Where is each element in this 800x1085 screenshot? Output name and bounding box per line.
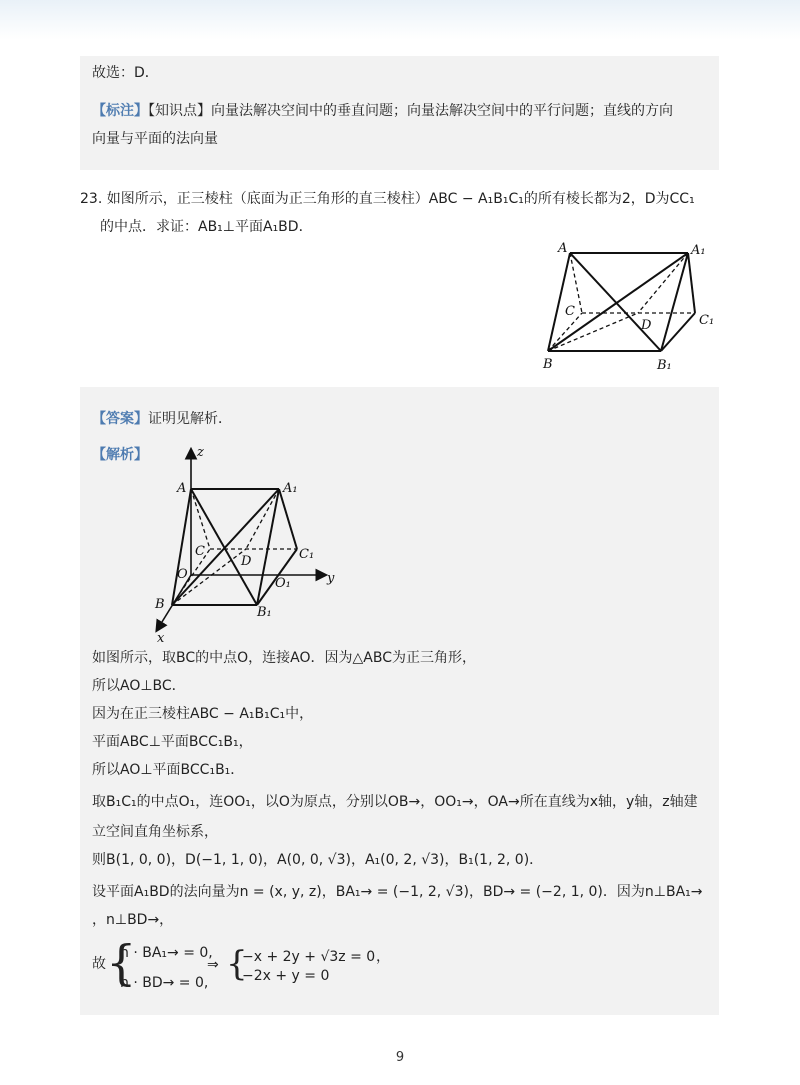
label-B1: B₁ (257, 605, 272, 620)
solution-line-7: 立空间直角坐标系， (92, 824, 218, 840)
answer-tag: 【答案】 (92, 411, 148, 427)
answer-row (92, 410, 232, 428)
solution-line-3: 因为在正三棱柱ABC − A₁B₁C₁中， (92, 706, 314, 722)
note-line-1: 【知识点】向量法解决空间中的垂直问题；向量法解决空间中的平行问题；直线的方向 (148, 103, 673, 119)
system-left-1: n · BA₁→ = 0, (120, 945, 213, 961)
label-C: C (565, 304, 575, 319)
label-B: B (155, 597, 165, 612)
label-A1: A₁ (283, 481, 298, 496)
solution-line-4: 平面ABC⊥平面BCC₁B₁， (92, 734, 253, 750)
axis-z-label: z (197, 445, 204, 460)
system-right-1: −x + 2y + √3z = 0 (242, 949, 376, 965)
label-B: B (543, 357, 553, 372)
solution-line-6: 取B₁C₁的中点O₁，连OO₁，以O为原点，分别以OB→，OO₁→，OA→所在直线为x轴，y轴，z轴建 (92, 794, 698, 810)
label-O: O (177, 567, 188, 582)
label-B1: B₁ (657, 358, 672, 373)
label-A1: A₁ (691, 243, 706, 258)
system-prefix: 故 (92, 956, 106, 972)
right-brace: { (226, 944, 248, 984)
solution-line-5: 所以AO⊥平面BCC₁B₁． (92, 762, 245, 778)
system-right-2: −2x + y = 0 (242, 968, 330, 984)
solution-line-10: ，n⊥BD→， (92, 912, 174, 928)
label-O1: O₁ (275, 576, 291, 591)
problem-23-line-1: 23. 如图所示，正三棱柱（底面为正三角形的直三棱柱）ABC − A₁B₁C₁的所有棱长都为2，D为CC₁ (80, 191, 695, 207)
page-number: 9 (395, 1050, 405, 1065)
label-C1: C₁ (299, 547, 315, 562)
knowledge-note (92, 102, 673, 120)
problem-23-line-2: 的中点．求证：AB₁⊥平面A₁BD． (100, 219, 313, 235)
note-line-2: 向量与平面的法向量 (92, 131, 218, 147)
label-A: A (177, 481, 187, 496)
label-D: D (241, 554, 252, 569)
solution-line-9: 设平面A₁BD的法向量为n = (x, y, z)，BA₁→ = (−1, 2, √3)，BD→ = (−2, 1, 0)．因为n⊥BA₁→ (92, 884, 703, 900)
header-band (0, 0, 800, 40)
label-C: C (195, 544, 205, 559)
solution-line-8: 则B(1, 0, 0)，D(−1, 1, 0)，A(0, 0, √3)，A₁(0, 2, √3)，B₁(1, 2, 0)． (92, 852, 544, 868)
prism-figure (540, 238, 730, 378)
answer-text: 证明见解析． (148, 411, 232, 427)
system-suffix: ， (376, 949, 390, 965)
label-A: A (558, 241, 568, 256)
label-D: D (641, 318, 652, 333)
solution-line-2: 所以AO⊥BC． (92, 678, 186, 694)
implies-arrow: ⇒ (207, 957, 219, 973)
left-brace: { (106, 935, 137, 991)
axis-y-label: y (327, 571, 335, 586)
label-C1: C₁ (699, 313, 715, 328)
answer-line: 故选：D． (92, 65, 159, 81)
analysis-tag: 【解析】 (92, 447, 148, 463)
coordinate-figure (145, 440, 355, 645)
note-tag: 【标注】 (92, 103, 148, 119)
solution-line-1: 如图所示，取BC的中点O，连接AO．因为△ABC为正三角形， (92, 650, 476, 666)
axis-x-label: x (157, 631, 165, 645)
system-left-2: n · BD→ = 0, (120, 975, 209, 991)
